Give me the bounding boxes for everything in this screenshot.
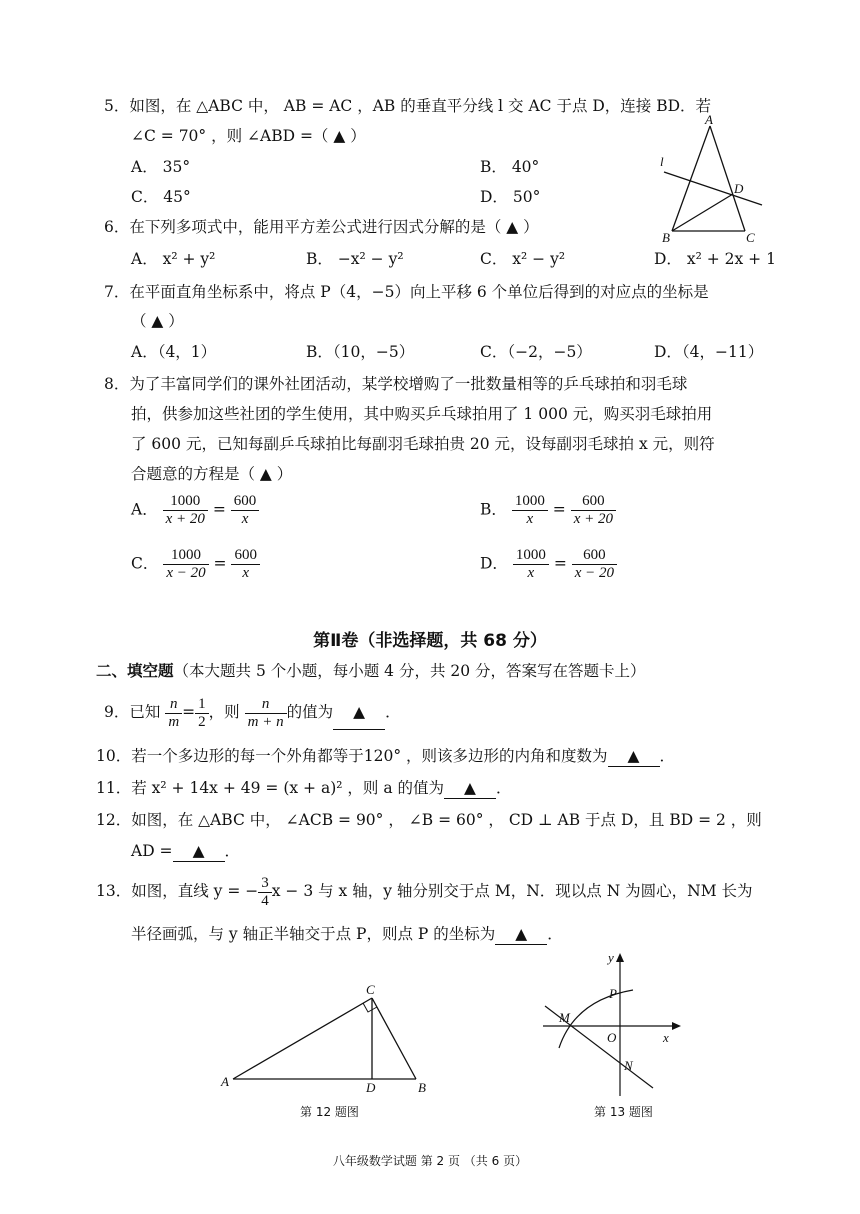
q9-fraction-n-over-m-plus-n: $\frac{n}{m + n}$ (245, 696, 287, 731)
q13-text-2: 半径画弧，与 y 轴正半轴交于点 P，则点 P 的坐标为 (131, 925, 496, 943)
q5-option-c: C． 45° (131, 188, 191, 206)
q9-mid: ，则 (208, 703, 240, 721)
q8-option-c-left-fraction: $\frac{1000}{x - 20}$ (163, 547, 208, 582)
q12-end: ． (224, 842, 241, 860)
q8-option-b-right-fraction: $\frac{600}{x + 20}$ (571, 493, 616, 528)
q5-text-2: ∠C = 70° ，则 ∠ABD =（ ▲ ） (131, 127, 366, 145)
fig12-right-triangle (218, 980, 440, 1095)
q11-text: 若 x² + 14x + 49 = (x + a)² ，则 a 的值为 (131, 779, 444, 797)
q7-line1 (104, 282, 709, 302)
q7-text-1: 在平面直角坐标系中，将点 P（4，−5）向上平移 6 个单位后得到的对应点的坐标是 (129, 283, 709, 301)
q10-text: 若一个多边形的每一个外角都等于120° ，则该多边形的内角和度数为 (131, 747, 608, 765)
q5-triangle-figure (650, 114, 770, 249)
fig13-label-n: N (624, 1058, 633, 1073)
q8-option-c-right-fraction: $\frac{600}{x}$ (231, 547, 260, 582)
q8-text-4: 合题意的方程是（ ▲ ） (131, 465, 293, 483)
fig12-label-a: A (221, 1074, 229, 1089)
q7-option-b: B．（10，−5） (306, 343, 415, 361)
q8-option-d-left-fraction: $\frac{1000}{x}$ (513, 547, 549, 582)
q13-post: x − 3 与 x 轴，y 轴分别交于点 M，N．现以点 N 为圆心，NM 长为 (271, 882, 753, 900)
q5-label-c: C (746, 230, 755, 245)
part2-title: 第Ⅱ卷（非选择题，共 68 分） (313, 631, 547, 651)
q6-option-c: C． x² − y² (480, 250, 566, 268)
fig12-label-c: C (366, 982, 375, 997)
fig12-label-d: D (366, 1080, 376, 1095)
fig12-caption: 第 12 题图 (300, 1105, 359, 1119)
section2-desc: （本大题共 5 个小题，每小题 4 分，共 20 分，答案写在答题卡上） (173, 662, 646, 680)
q8-option-b-label: B． (480, 500, 507, 519)
q6-option-a: A． x² + y² (131, 250, 216, 268)
q7-text-2: （ ▲ ） (131, 312, 184, 330)
q8-number: 8． (104, 375, 130, 393)
q10-end: ． (659, 747, 676, 765)
q13-line2 (131, 924, 563, 945)
equals-sign: = (552, 500, 566, 519)
q9-line (104, 695, 401, 731)
q9-number: 9． (104, 703, 130, 721)
q11-line (96, 778, 512, 799)
section2-title: 二、填空题 (96, 662, 174, 680)
q9-answer-blank: ▲ (333, 695, 385, 730)
q8-text-3: 了 600 元，已知每副乒乓球拍比每副羽毛球拍贵 20 元，设每副羽毛球拍 x 元，则符 (131, 435, 715, 453)
q6-option-d: D． x² + 2x + 1 (654, 250, 776, 268)
q8-text-2: 拍，供参加这些社团的学生使用，其中购买乒乓球拍用了 1 000 元，购买羽毛球拍用 (131, 405, 713, 423)
q13-line1 (96, 874, 753, 910)
q8-option-c-label: C． (131, 554, 159, 573)
fig13-label-p: P (609, 986, 617, 1001)
q9-post: 的值为 (286, 703, 334, 721)
equals-sign: = (212, 500, 226, 519)
q13-end: ． (547, 925, 563, 943)
q7-option-c: C．（−2，−5） (480, 343, 592, 361)
section2-heading (96, 661, 646, 681)
q5-number: 5． (104, 97, 130, 115)
q5-text-1: 如图，在 △ABC 中， AB = AC ，AB 的垂直平分线 l 交 AC 于点 D，连接 BD．若 (129, 97, 712, 115)
q8-option-d (480, 547, 617, 582)
equals-sign: = (182, 703, 196, 721)
q5-label-l: l (660, 154, 664, 169)
q10-number: 10． (96, 747, 132, 765)
q12-number: 12． (96, 811, 132, 829)
q12-text-2: AD = (131, 842, 173, 860)
q5-option-a: A． 35° (131, 158, 191, 176)
q13-fraction-three-quarters: $\frac{3}{4}$ (258, 875, 272, 910)
q7-option-a: A．（4，1） (131, 343, 217, 361)
q5-option-b: B． 40° (480, 158, 540, 176)
q8-option-b (480, 493, 616, 528)
q11-end: ． (495, 779, 512, 797)
q8-option-d-label: D． (480, 554, 508, 573)
q11-number: 11． (96, 779, 132, 797)
q5-label-d: D (734, 181, 744, 196)
q6-line (104, 217, 539, 237)
equals-sign: = (213, 554, 227, 573)
q8-option-c (131, 547, 260, 582)
q7-number: 7． (104, 283, 130, 301)
q6-option-b: B． −x² − y² (306, 250, 404, 268)
q5-label-a: A (705, 114, 713, 127)
q12-text-1: 如图，在 △ABC 中， ∠ACB = 90° ， ∠B = 60° ， CD ⊥ AB 于点 D，且 BD = 2 ，则 (131, 811, 762, 829)
q8-option-a (131, 493, 259, 528)
page-footer: 八年级数学试题 第 2 页 （共 6 页） (332, 1154, 528, 1168)
q13-pre: 如图，直线 y = − (131, 882, 259, 900)
q8-option-a-left-fraction: $\frac{1000}{x + 20}$ (163, 493, 208, 528)
q5-option-d: D． 50° (480, 188, 541, 206)
q12-line1 (96, 810, 762, 830)
fig13-label-o: O (607, 1030, 617, 1045)
q5-line1 (104, 96, 711, 116)
equals-sign: = (553, 554, 567, 573)
q10-line (96, 746, 675, 767)
q6-text: 在下列多项式中，能用平方差公式进行因式分解的是（ ▲ ） (129, 218, 539, 236)
fig13-caption: 第 13 题图 (594, 1105, 653, 1119)
q7-option-d: D．（4，−11） (654, 343, 764, 361)
q8-option-d-right-fraction: $\frac{600}{x - 20}$ (572, 547, 617, 582)
q11-answer-blank: ▲ (444, 778, 496, 799)
q10-answer-blank: ▲ (608, 746, 660, 767)
q13-answer-blank: ▲ (495, 924, 547, 945)
q8-option-a-label: A． (131, 500, 158, 519)
fig13-label-m: M (559, 1010, 570, 1025)
q8-line1 (104, 374, 687, 394)
fig12-label-b: B (418, 1080, 426, 1095)
q9-pre: 已知 (129, 703, 161, 721)
q13-number: 13． (96, 882, 132, 900)
q9-fraction-n-over-m: $\frac{n}{m}$ (165, 696, 182, 731)
fig13-label-y: y (608, 950, 614, 965)
fig13-label-x: x (663, 1030, 669, 1045)
q6-number: 6． (104, 218, 130, 236)
q9-fraction-half: $\frac{1}{2}$ (195, 696, 209, 731)
fig13-coordinate-figure (535, 950, 685, 1098)
q12-answer-blank: ▲ (173, 841, 225, 862)
q8-option-b-left-fraction: $\frac{1000}{x}$ (512, 493, 548, 528)
q8-option-a-right-fraction: $\frac{600}{x}$ (231, 493, 260, 528)
q12-line2 (131, 841, 240, 862)
q9-end: ． (385, 703, 401, 721)
q5-label-b: B (662, 230, 670, 245)
q8-text-1: 为了丰富同学们的课外社团活动，某学校增购了一批数量相等的乒乓球拍和羽毛球 (129, 375, 688, 393)
